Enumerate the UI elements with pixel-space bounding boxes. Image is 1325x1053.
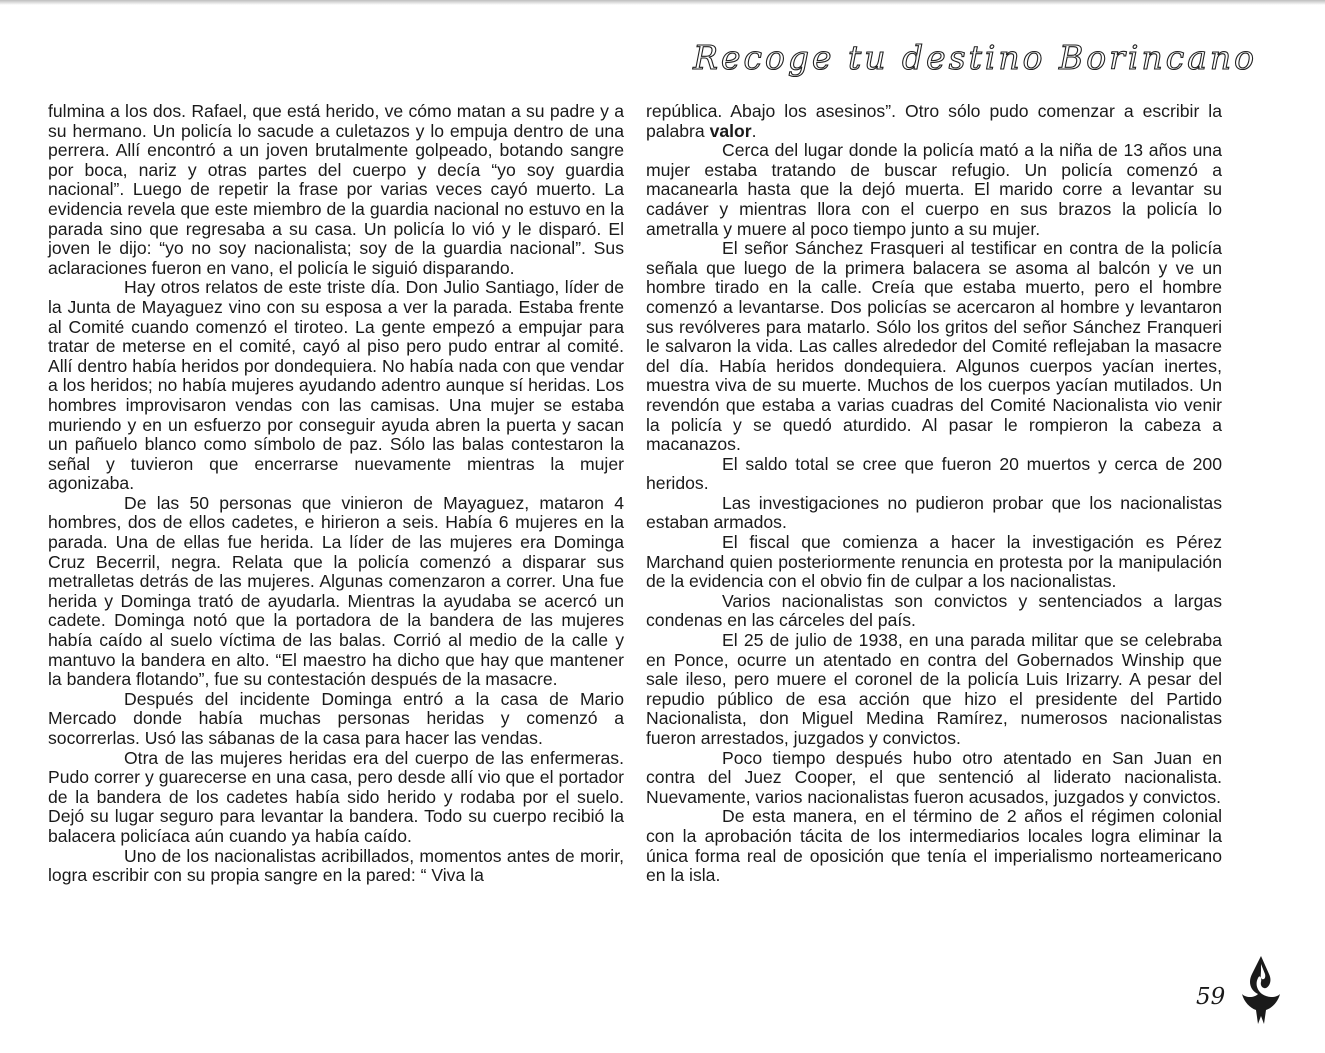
left-text-column <box>48 102 624 886</box>
paragraph-text: república. Abajo los asesinos”. Otro sólo pudo comenzar a escribir la palabra <box>646 101 1222 141</box>
paragraph: Hay otros relatos de este triste día. Don Julio Santiago, líder de la Junta de Mayaguez vino con su esposa a ver la parada. Estaba frente al Comité cuando comenzó el tiroteo. La gente empezó a empujar para tratar de meterse en el comité, cayó al piso pero pudo entrar al comité. Allí dentro había heridos por dondequiera. No había nada con que vendar a los heridos; no había mujeres ayudando adentro aunque sí heridas. Los hombres improvisaron vendas con las camisas. Una mujer se estaba muriendo y en un esfuerzo por conseguir ayuda abren la puerta y sacan un pañuelo blanco como símbolo de paz. Sólo las balas contestaron la señal y tuvieron que encerrarse nuevamente mientras la mujer agonizaba. <box>48 277 624 494</box>
paragraph: Las investigaciones no pudieron probar que los nacionalistas estaban armados. <box>646 492 1222 533</box>
paragraph: fulmina a los dos. Rafael, que está herido, ve cómo matan a su padre y a su hermano. Un policía lo sacude a culetazos y lo empuja dentro de una perrera. Allí encontró a un joven brutalmente golpeado, botando sangre por boca, nariz y otras partes del cuerpo y decía “yo soy guardia nacional”. Luego de repetir la frase por varias veces cayó muerto. La evidencia revela que este miembro de la guardia nacional no estuvo en la parada sino que regresaba a su casa. Un policía lo vió y le disparó. El joven le dijo: “yo no soy nacionalista; soy de la guardia nacional”. Sus aclaraciones fueron en vano, el policía le siguió disparando. <box>48 101 624 278</box>
paragraph: Otra de las mujeres heridas era del cuerpo de las enfermeras. Pudo correr y guarecerse en una casa, pero desde allí vio que el portador de la bandera de los cadetes había sido herido y rodaba por el suelo. Dejó su lugar seguro para levantar la bandera. Todo su cuerpo recibió la balacera policíaca aún cuando ya había caído. <box>48 747 624 846</box>
paragraph: De las 50 personas que vinieron de Mayaguez, mataron 4 hombres, dos de ellos cadetes, e hirieron a seis. Había 6 mujeres en la parada. Una de ellas fue herida. La líder de las mujeres era Dominga Cruz Becerril, negra. Relata que la policía comenzó a disparar sus metralletas detrás de las mujeres. Algunas comenzaron a correr. Una fue herida y Dominga trató de ayudarla. Mientras la ayudaba se acercó un cadete. Dominga notó que la portadora de la bandera de las mujeres había caído al suelo víctima de las balas. Corrió al medio de la calle y mantuvo la bandera en alto. “El maestro ha dicho que hay que mantener la bandera flotando”, fue su contestación después de la masacre. <box>48 492 624 690</box>
paragraph: El saldo total se cree que fueron 20 muertos y cerca de 200 heridos. <box>646 453 1222 494</box>
right-text-column <box>646 102 1222 886</box>
paragraph: De esta manera, en el término de 2 años el régimen colonial con la aprobación tácita de los intermediarios locales logra eliminar la única forma real de oposición que tenía el imperialismo norteamericano en la isla. <box>646 806 1222 886</box>
paragraph: El 25 de julio de 1938, en una parada militar que se celebraba en Ponce, ocurre un atentado en contra del Gobernados Winship que sale ileso, pero muere el coronel de la policía Luis Irizarry. A pesar del repudio público de esa acción que hizo el presidente del Partido Nacionalista, don Miguel Medina Ramírez, numerosos nacionalistas fueron arrestados, juzgados y convictos. <box>646 630 1222 748</box>
paragraph: El señor Sánchez Frasqueri al testificar en contra de la policía señala que luego de la primera balacera se asoma al balcón y ve un hombre tirado en la calle. Creía que estaba muerto, pero el hombre comenzó a levantarse. Dos policías se acercaron al hombre y levantaron sus revólveres para matarlo. Sólo los gritos del señor Sánchez Franqueri le salvaron la vida. Las calles alrededor del Comité reflejaban la masacre del día. Había heridos dondequiera. Algunos cuerpos yacían inertes, muestra viva de su muerte. Muchos de los cuerpos yacían mutilados. Un revendón que estaba a varias cuadras del Comité Nacionalista vio venir la policía y se quedó aturdido. Al pasar le rompieron la cabeza a macanazos. <box>646 238 1222 455</box>
paragraph: Poco tiempo después hubo otro atentado en San Juan en contra del Juez Cooper, el que sentenció al liderato nacionalista. Nuevamente, varios nacionalistas fueron acusados, juzgados y convictos. <box>646 747 1222 807</box>
paragraph: El fiscal que comienza a hacer la investigación es Pérez Marchand quien posteriormente renuncia en protesta por la manipulación de la evidencia con el obvio fin de culpar a los nacionalistas. <box>646 532 1222 592</box>
paragraph <box>646 102 1222 141</box>
paragraph: Después del incidente Dominga entró a la casa de Mario Mercado donde había muchas personas heridas y comenzó a socorrerlas. Usó las sábanas de la casa para hacer las vendas. <box>48 688 624 748</box>
page-number: 59 <box>1196 984 1226 1010</box>
decorative-flame-icon <box>1236 954 1286 1028</box>
bold-word: valor <box>709 120 752 141</box>
running-header-title: Recoge tu destino Borincano <box>693 38 1257 77</box>
paragraph: Cerca del lugar donde la policía mató a la niña de 13 años una mujer estaba tratando de buscar refugio. Un policía comenzó a macanearla hasta que la dejó muerta. El marido corre a levantar su cadáver y mientras llora con el cuerpo en sus brazos la policía lo ametralla y muere al poco tiempo junto a su mujer. <box>646 140 1222 239</box>
paragraph: Uno de los nacionalistas acribillados, momentos antes de morir, logra escribir con su propia sangre en la pared: “ Viva la <box>48 845 624 886</box>
page-top-edge <box>0 0 1325 5</box>
paragraph: Varios nacionalistas son convictos y sentenciados a largas condenas en las cárceles del país. <box>646 590 1222 631</box>
paragraph-end: . <box>751 120 757 141</box>
